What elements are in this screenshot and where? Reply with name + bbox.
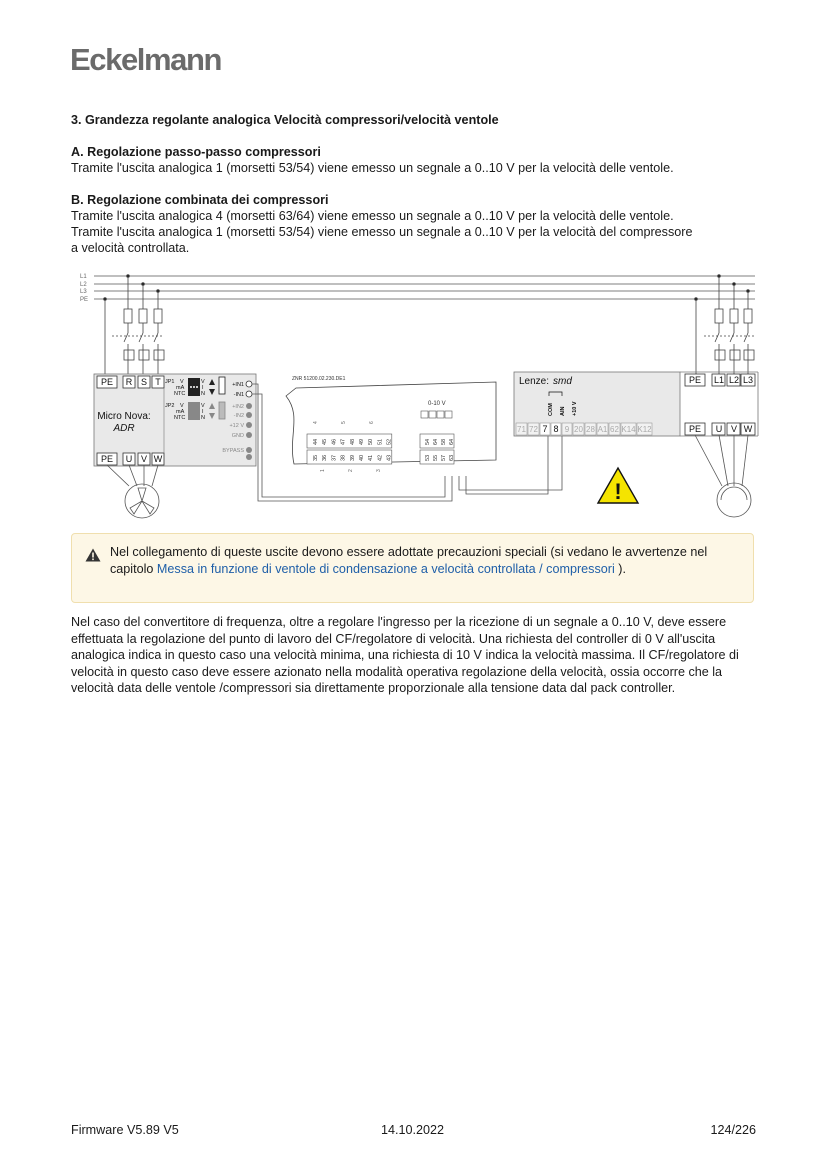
jp2-label: JP2 bbox=[165, 403, 175, 409]
term-in1-plus: +IN1 bbox=[232, 382, 244, 388]
controller-bottom-group-label: 3 bbox=[376, 469, 382, 472]
controller-group-label: 6 bbox=[369, 421, 375, 424]
lenze-terminal-label: 7 bbox=[542, 424, 548, 434]
term-gnd: GND bbox=[231, 433, 244, 439]
jp2-v: V bbox=[180, 403, 184, 409]
warning-triangle-icon bbox=[598, 468, 638, 504]
controller-code: ZNR 51200.02.230.DE1 bbox=[292, 376, 346, 382]
term-in1-minus: -IN1 bbox=[233, 392, 244, 398]
controller-ao-terminal-top: 54 bbox=[425, 438, 431, 445]
lenze-pin-label: AIN bbox=[560, 406, 566, 416]
jp2-ntc: NTC bbox=[174, 415, 186, 421]
controller-terminal-bottom: 41 bbox=[368, 454, 375, 461]
warning-glyph: ! bbox=[614, 479, 622, 504]
right-l2: L2 bbox=[728, 375, 740, 385]
footer-page-number: 124/226 bbox=[710, 1123, 756, 1137]
controller-terminal-top: 44 bbox=[313, 438, 319, 445]
lenze-terminal-label: 20 bbox=[574, 425, 583, 434]
controller-terminal-bottom: 36 bbox=[322, 454, 329, 461]
eckelmann-logo: Eckelmann bbox=[70, 42, 222, 77]
subsection-b-line2: Tramite l'uscita analogica 1 (morsetti 53/54) viene emesso un segnale a 0..10 V per la velocità del compressore bbox=[71, 225, 693, 239]
left-t: T bbox=[155, 377, 161, 387]
footer-date: 14.10.2022 bbox=[381, 1123, 445, 1137]
left-w: W bbox=[153, 454, 163, 464]
controller-terminal-top: 48 bbox=[349, 438, 356, 445]
controller-terminal-top: 45 bbox=[322, 438, 329, 445]
term-in2-minus: -IN2 bbox=[233, 413, 244, 419]
controller-ao-switch bbox=[421, 411, 428, 418]
term-in2-plus: +IN2 bbox=[232, 404, 244, 410]
controller-ao-terminal-top: 64 bbox=[433, 438, 439, 445]
right-fuses bbox=[695, 275, 754, 376]
controller-terminal-bottom: 40 bbox=[359, 454, 365, 461]
jp2-i: I bbox=[202, 409, 204, 415]
jp1-label: JP1 bbox=[165, 379, 175, 385]
notice-text-after: ). bbox=[614, 561, 626, 576]
right-inverter-terminals bbox=[680, 372, 758, 436]
jp1-ntc: NTC bbox=[174, 391, 186, 397]
controller-terminal-bottom: 38 bbox=[340, 454, 347, 461]
controller-ao-terminal-bottom: 63 bbox=[449, 454, 455, 461]
controller-range: 0-10 V bbox=[428, 401, 446, 407]
controller-terminal-bottom: 37 bbox=[331, 454, 338, 461]
controller-ao-terminal-top: 58 bbox=[441, 438, 447, 445]
left-u: U bbox=[125, 454, 133, 464]
controller-group-label: 4 bbox=[313, 421, 319, 424]
left-fuses bbox=[104, 275, 164, 376]
controller-terminal-top: 50 bbox=[368, 438, 375, 445]
notice-text-before: Nel collegamento di queste uscite devono essere adottate precauzioni speciali (si vedano le avvertenze nel capitolo bbox=[110, 545, 708, 576]
controller-terminal-bottom: 43 bbox=[386, 454, 393, 461]
controller-ao-terminal-bottom: 53 bbox=[425, 454, 431, 461]
pack-controller bbox=[286, 376, 496, 472]
right-l3: L3 bbox=[742, 375, 754, 385]
micro-nova-device bbox=[94, 374, 256, 466]
right-pe-bot: PE bbox=[688, 424, 702, 434]
controller-ao-terminal-top: 64 bbox=[449, 438, 455, 445]
section-content bbox=[71, 112, 761, 256]
right-w: W bbox=[743, 424, 753, 434]
jp1-v: V bbox=[180, 379, 184, 385]
controller-ao-terminal-bottom: 57 bbox=[441, 454, 447, 461]
controller-ao-switch bbox=[429, 411, 436, 418]
controller-terminal-top: 49 bbox=[359, 438, 365, 445]
subsection-b-title: B. Regolazione combinata dei compressori bbox=[71, 193, 329, 207]
bus-l2-label: L2 bbox=[80, 282, 87, 288]
jp2-v-right: V bbox=[201, 403, 205, 409]
lenze-terminal-label: K12 bbox=[637, 425, 652, 434]
warning-icon bbox=[85, 548, 101, 562]
device-name-line1: Micro Nova: bbox=[97, 411, 151, 422]
subsection-b-line3: a velocità controllata. bbox=[71, 241, 190, 255]
bus-l1-label: L1 bbox=[80, 274, 87, 280]
subsection-a-title: A. Regolazione passo-passo compressori bbox=[71, 145, 321, 159]
controller-bottom-group-label: 2 bbox=[348, 469, 354, 472]
term-12v: +12 V bbox=[229, 423, 244, 429]
jp2-ma: mA bbox=[176, 409, 185, 415]
section-heading: 3. Grandezza regolante analogica Velocità compressori/velocità ventole bbox=[71, 113, 499, 127]
right-v: V bbox=[730, 424, 738, 434]
controller-terminal-top: 46 bbox=[331, 438, 338, 445]
controller-terminal-bottom: 35 bbox=[313, 454, 319, 461]
body-paragraph: Nel caso del convertitore di frequenza, oltre a regolare l'ingresso per la ricezione di un segnale a 0..10 V, deve essere effettuata la regolazione del punto di lavoro del CF/regolatore di velocità. Una richiesta del controller di 0 V all'uscita analogica indica in questo caso una velocità minima, una richiesta di 10 V indica la velocità massima. Il CF/regolatore di velocità in questo caso deve essere azionato nella modalità operativa regolazione della velocità, ossia occorre che la velocità data delle ventole /compressori sia direttamente proporzionale alla tensione data dal pack controller. bbox=[71, 615, 739, 695]
lenze-terminal-label: 62 bbox=[610, 425, 619, 434]
jp1-ma: mA bbox=[176, 385, 185, 391]
controller-terminal-bottom: 39 bbox=[349, 454, 356, 461]
warning-notice bbox=[71, 533, 754, 603]
lenze-terminal-label: A1 bbox=[597, 425, 608, 434]
right-motor bbox=[695, 435, 751, 517]
notice-text bbox=[110, 544, 730, 577]
lenze-terminal-label: 71 bbox=[517, 425, 526, 434]
controller-ao-switch bbox=[445, 411, 452, 418]
left-s: S bbox=[140, 377, 148, 387]
lenze-terminal-label: K14 bbox=[621, 425, 636, 434]
lenze-terminal-label: 9 bbox=[564, 425, 570, 434]
lenze-terminal-label: 72 bbox=[529, 425, 538, 434]
subsection-a-text: Tramite l'uscita analogica 1 (morsetti 53/54) viene emesso un segnale a 0..10 V per la velocità delle ventole. bbox=[71, 161, 674, 175]
lenze-pin-label: +10 V bbox=[572, 401, 578, 416]
lenze-terminal-label: 28 bbox=[586, 425, 595, 434]
controller-terminal-top: 47 bbox=[340, 438, 347, 445]
wiring-diagram bbox=[72, 266, 762, 530]
jp1-n: N bbox=[201, 391, 205, 397]
bus-pe-label: PE bbox=[80, 297, 89, 303]
footer-firmware: Firmware V5.89 V5 bbox=[71, 1123, 179, 1137]
lenze-pin-label: COM bbox=[548, 403, 554, 416]
right-pe-top: PE bbox=[688, 375, 702, 385]
right-l1: L1 bbox=[713, 375, 725, 385]
lenze-terminal-label: 8 bbox=[553, 424, 559, 434]
controller-group-label: 5 bbox=[341, 421, 347, 424]
subsection-b-line1: Tramite l'uscita analogica 4 (morsetti 63/64) viene emesso un segnale a 0..10 V per la velocità delle ventole. bbox=[71, 209, 674, 223]
bus-l3-label: L3 bbox=[80, 289, 87, 295]
lenze-label: Lenze: bbox=[519, 376, 550, 387]
left-v: V bbox=[140, 454, 148, 464]
left-r: R bbox=[125, 377, 133, 387]
controller-terminal-bottom: 42 bbox=[377, 454, 384, 461]
controller-terminal-top: 51 bbox=[377, 438, 384, 445]
controller-terminal-top: 52 bbox=[386, 438, 393, 445]
left-pe-bot: PE bbox=[100, 454, 114, 464]
lenze-inverter bbox=[514, 372, 680, 436]
jp2-n: N bbox=[201, 415, 205, 421]
controller-ao-terminal-bottom: 55 bbox=[433, 454, 439, 461]
jp1-i: I bbox=[202, 385, 204, 391]
commissioning-link[interactable]: Messa in funzione di ventole di condensazione a velocità controllata / compressori bbox=[156, 561, 615, 576]
controller-ao-switch bbox=[437, 411, 444, 418]
term-bypass: BYPASS bbox=[222, 448, 244, 454]
controller-bottom-group-label: 1 bbox=[320, 469, 326, 472]
jp1-v-right: V bbox=[201, 379, 205, 385]
left-pe-top: PE bbox=[100, 377, 114, 387]
bus-lines bbox=[94, 276, 755, 299]
left-fan-motor bbox=[107, 465, 159, 518]
lenze-model: smd bbox=[553, 376, 572, 387]
right-u: U bbox=[715, 424, 723, 434]
device-name-line2: ADR bbox=[113, 423, 135, 434]
